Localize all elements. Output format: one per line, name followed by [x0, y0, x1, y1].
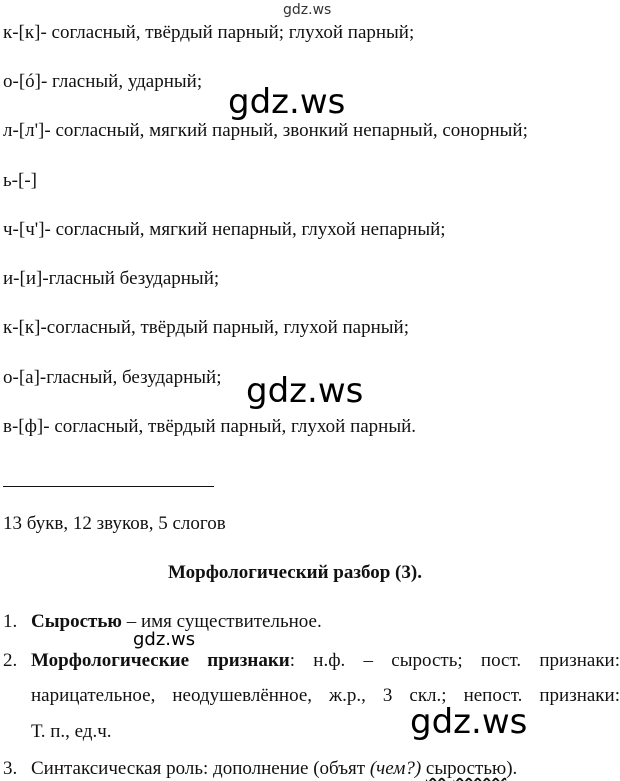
item-text-end: ). — [506, 758, 518, 779]
item-number: 3. — [3, 758, 18, 779]
phonetic-line-7: к-[к]-согласный, твёрдый парный, глухой парный; — [3, 317, 409, 338]
separator-line — [3, 486, 214, 487]
item-text: Синтаксическая роль: дополнение (объят — [31, 758, 370, 779]
item-term: Морфологические признаки — [31, 650, 290, 671]
watermark-top: gdz.ws — [283, 2, 332, 18]
watermark-3: gdz.ws — [133, 629, 196, 650]
morph-item-3 — [3, 758, 517, 780]
item-text: : н.ф. – сырость; пост. признаки: — [289, 650, 620, 671]
phonetic-line-6: и-[и]-гласный безударный; — [3, 268, 220, 289]
item-question: (чем?) — [369, 758, 422, 779]
morph-item-2-line-1 — [31, 650, 620, 672]
morph-item-2-number: 2. — [3, 650, 18, 671]
phonetic-line-5: ч-[ч']- согласный, мягкий непарный, глухой непарный; — [3, 219, 446, 240]
watermark-1: gdz.ws — [228, 82, 346, 122]
morph-item-2-line-2: нарицательное, неодушевлённое, ж.р., 3 скл.; непост. признаки: — [31, 685, 620, 706]
phonetic-line-1: к-[к]- согласный, твёрдый парный; глухой парный; — [3, 22, 415, 43]
phonetic-line-4: ь-[-] — [3, 170, 37, 191]
phonetic-line-9: в-[ф]- согласный, твёрдый парный, глухой парный. — [3, 416, 417, 437]
phonetic-line-3: л-[л']- согласный, мягкий парный, звонкий непарный, сонорный; — [3, 120, 528, 141]
morph-item-2-line-3: Т. п., ед.ч. — [31, 721, 112, 742]
watermark-2: gdz.ws — [246, 371, 364, 411]
phonetic-line-8: о-[а]-гласный, безударный; — [3, 367, 222, 388]
item-text: – имя существительное. — [121, 611, 322, 632]
item-number: 1. — [3, 611, 18, 632]
morph-heading: Морфологический разбор (3). — [168, 562, 422, 583]
summary-text: 13 букв, 12 звуков, 5 слогов — [3, 513, 226, 534]
phonetic-line-2: о-[ó]- гласный, ударный; — [3, 71, 203, 92]
item-underlined-word: сыростью — [425, 758, 507, 779]
watermark-4: gdz.ws — [410, 702, 528, 742]
item-term: Сыростью — [31, 611, 122, 632]
